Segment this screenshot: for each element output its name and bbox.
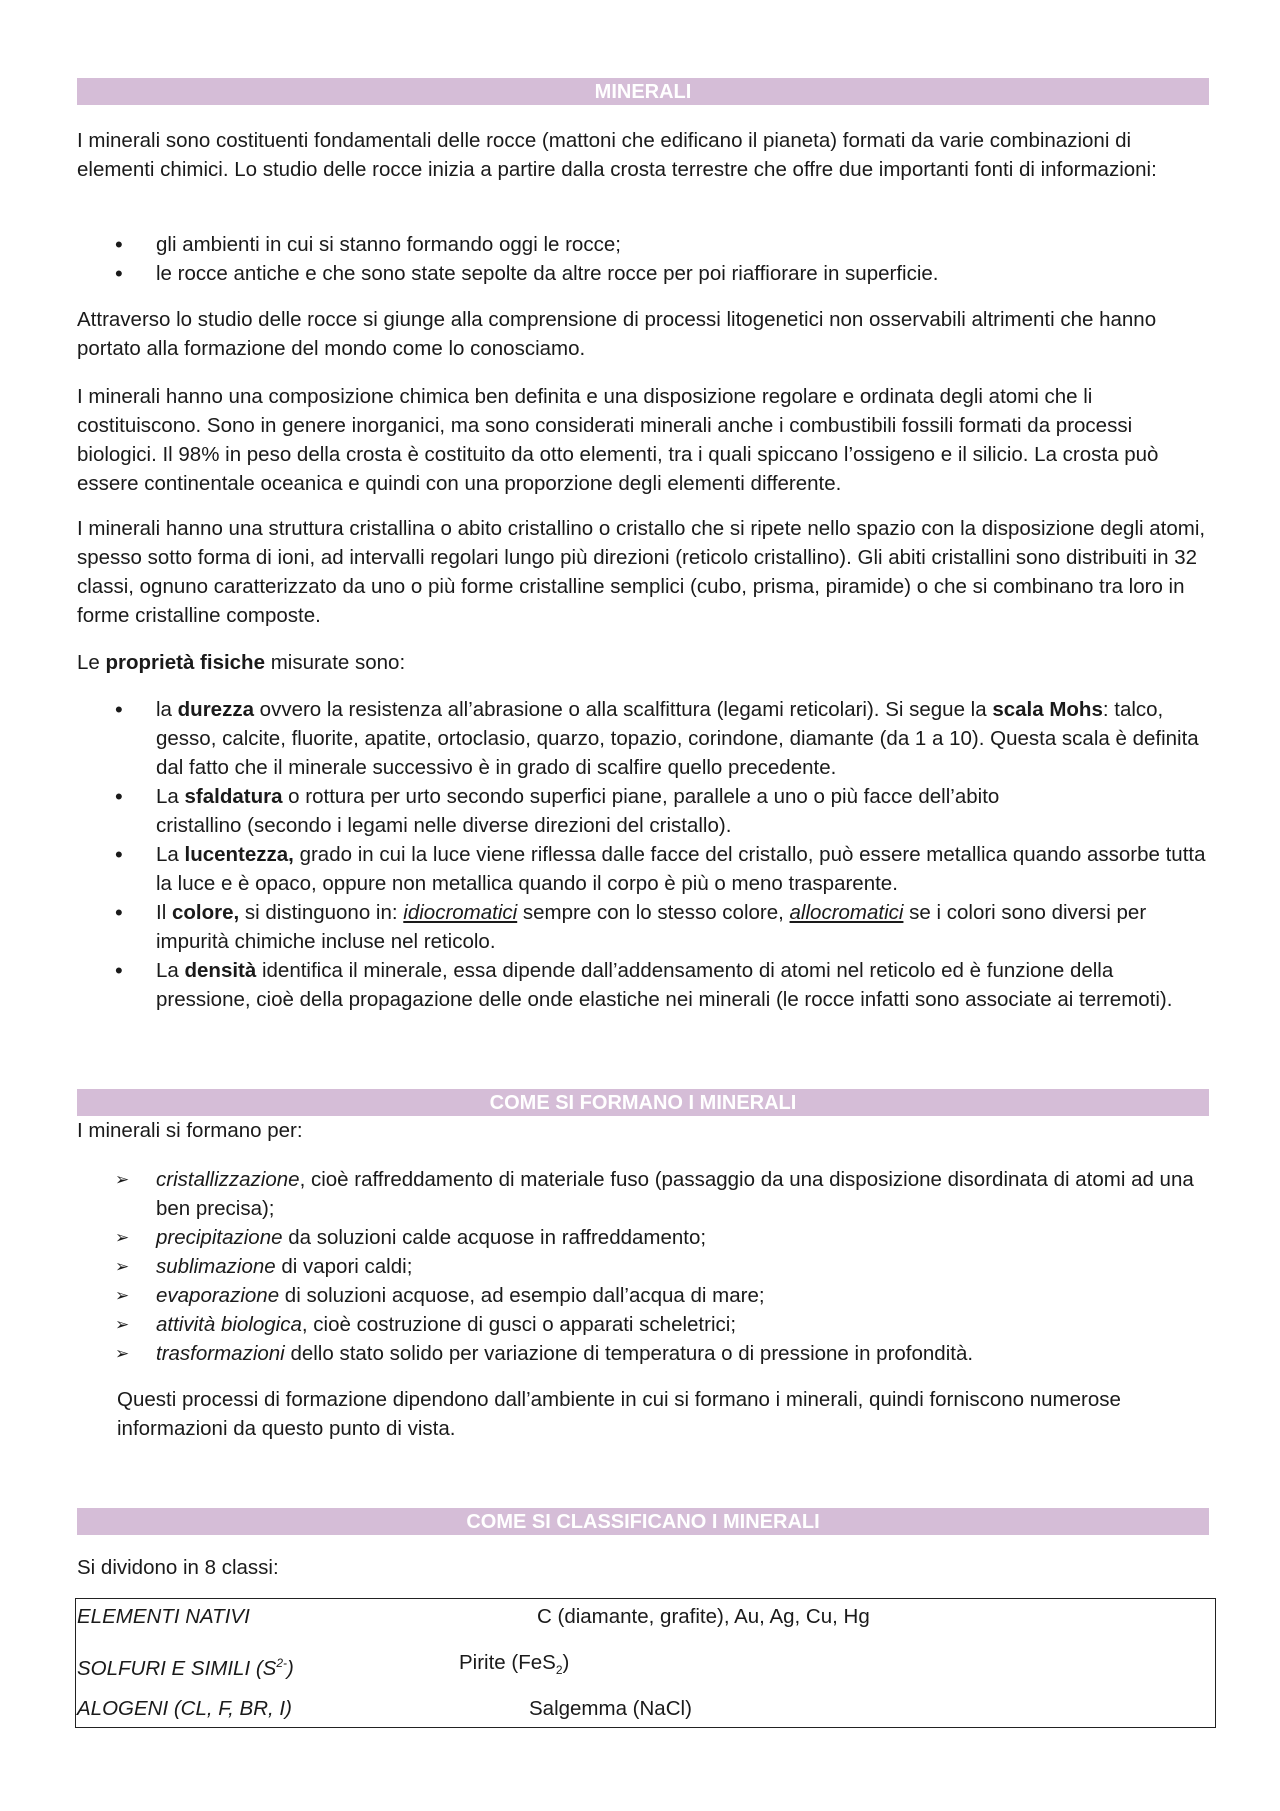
class-name-elementi-nativi: ELEMENTI NATIVI (77, 1605, 250, 1628)
arrow-bullet-icon: ➢ (115, 1228, 130, 1247)
properties-list (77, 695, 1212, 1014)
bullet-icon: • (115, 784, 123, 809)
intro-paragraph-1: I minerali sono costituenti fondamentali delle rocce (mattoni che edificano il pianeta) formati da varie combinazioni di elementi chimici. Lo studio delle rocce inizia a partire dalla crosta terrestre che offre due importanti fonti di informazioni: (77, 129, 1157, 181)
arrow-bullet-icon: ➢ (115, 1286, 130, 1305)
list-item: ➢ attività biologica, cioè costruzione di gusci o apparati scheletrici; (77, 1310, 1212, 1339)
bullet-icon: • (115, 232, 123, 257)
bullet-icon: • (115, 958, 123, 983)
list-item: ➢ trasformazioni dello stato solido per variazione di temperatura o di pressione in profondità. (77, 1339, 1212, 1368)
section-heading-classificazione: COME SI CLASSIFICANO I MINERALI (77, 1508, 1209, 1535)
list-item: ➢ precipitazione da soluzioni calde acquose in raffreddamento; (77, 1223, 1212, 1252)
property-lucentezza: • La lucentezza, grado in cui la luce viene riflessa dalle facce del cristallo, può essere metallica quando assorbe tutta la luce e è opaco, oppure non metallica quando il corpo è più o meno trasparente. (115, 842, 1206, 895)
bullet-icon: • (115, 697, 123, 722)
property-colore: • Il colore, si distinguono in: idiocromatici sempre con lo stesso colore, allocromatici se i colori sono diversi per impurità chimiche incluse nel reticolo. (115, 900, 1147, 953)
bullet-icon: • (115, 900, 123, 925)
intro-bullet-list (77, 230, 1212, 288)
intro-paragraph-4: I minerali hanno una struttura cristallina o abito cristallino o cristallo che si ripete nello spazio con la disposizione degli atomi, spesso sotto forma di ioni, ad intervalli regolari lungo più direzioni (reticolo cristallino). Gli abiti cristallini sono distribuiti in 32 classi, ognuno caratterizzato da uno o più forme cristalline semplici (cubo, prisma, piramide) o che si combinano tra loro in forme cristalline composte. (77, 517, 1206, 627)
list-item: • gli ambienti in cui si stanno formando oggi le rocce; (115, 232, 621, 257)
arrow-bullet-icon: ➢ (115, 1170, 130, 1189)
formation-list (77, 1165, 1212, 1368)
formation-intro: I minerali si formano per: (77, 1119, 303, 1142)
property-durezza: • la durezza ovvero la resistenza all’abrasione o alla scalfittura (legami reticolari). Si segue la scala Mohs: talco, gesso, calcite, fluorite, apatite, ortoclasio, quarzo, topazio, corindone, diamante (da 1 a 10). Questa scala è definita dal fatto che il minerale successivo è in grado di scalfire quello precedente. (115, 697, 1199, 779)
properties-intro: Le proprietà fisiche misurate sono: (77, 651, 406, 674)
arrow-bullet-icon: ➢ (115, 1315, 130, 1334)
arrow-bullet-icon: ➢ (115, 1344, 130, 1363)
class-example-solfuri: Pirite (FeS$_2$) (459, 1651, 570, 1678)
class-example-elementi-nativi: C (diamante, grafite), Au, Ag, Cu, Hg (537, 1605, 870, 1628)
formation-closing: Questi processi di formazione dipendono dall’ambiente in cui si formano i minerali, quindi forniscono numerose informazioni da questo punto di vista. (117, 1388, 1121, 1440)
property-densita: • La densità identifica il minerale, essa dipende dall’addensamento di atomi nel reticolo ed è funzione della pressione, cioè della propagazione delle onde elastiche nei minerali (le rocce infatti sono associate ai terremoti). (115, 958, 1173, 1011)
list-item: ➢ evaporazione di soluzioni acquose, ad esempio dall’acqua di mare; (77, 1281, 1212, 1310)
class-example-alogeni: Salgemma (NaCl) (529, 1697, 692, 1720)
list-item: ➢ sublimazione di vapori caldi; (77, 1252, 1212, 1281)
list-item: ➢ cristallizzazione, cioè raffreddamento di materiale fuso (passaggio da una disposizione disordinata di atomi ad una ben precisa); (77, 1165, 1212, 1223)
section-heading-formazione: COME SI FORMANO I MINERALI (77, 1089, 1209, 1116)
intro-paragraph-2: Attraverso lo studio delle rocce si giunge alla comprensione di processi litogenetici non osservabili altrimenti che hanno portato alla formazione del mondo come lo conosciamo. (77, 308, 1157, 360)
arrow-bullet-icon: ➢ (115, 1257, 130, 1276)
classification-intro: Si dividono in 8 classi: (77, 1556, 279, 1579)
mineral-classes-table (75, 1598, 1216, 1728)
property-sfaldatura: • La sfaldatura o rottura per urto secondo superfici piane, parallele a uno o più facce dell’abito cristallino (secondo i legami nelle diverse direzioni del cristallo). (115, 784, 1000, 837)
class-name-alogeni: ALOGENI (CL, F, BR, I) (77, 1697, 292, 1720)
bullet-icon: • (115, 261, 123, 286)
section-heading-minerali: MINERALI (77, 78, 1209, 105)
bullet-icon: • (115, 842, 123, 867)
list-item: • le rocce antiche e che sono state sepolte da altre rocce per poi riaffiorare in superficie. (115, 261, 939, 286)
class-name-solfuri: SOLFURI E SIMILI $(S^{2-})$ (77, 1656, 294, 1680)
intro-paragraph-3: I minerali hanno una composizione chimica ben definita e una disposizione regolare e ordinata degli atomi che li costituiscono. Sono in genere inorganici, ma sono considerati minerali anche i combustibili fossili formati da processi biologici. Il 98% in peso della crosta è costituito da otto elementi, tra i quali spiccano l’ossigeno e il silicio. La crosta può essere continentale oceanica e quindi con una proporzione degli elementi differente. (77, 385, 1159, 495)
